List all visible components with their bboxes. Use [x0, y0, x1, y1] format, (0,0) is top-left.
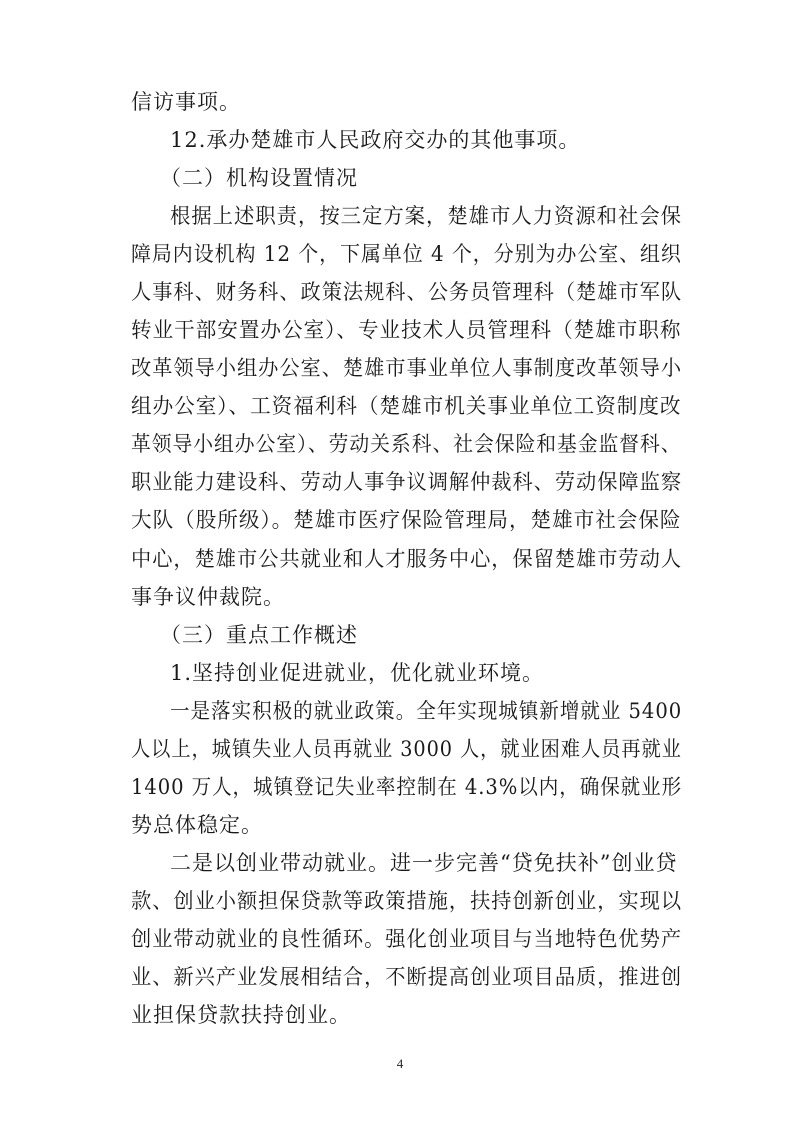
heading-text: （二）机构设置情况 [160, 166, 358, 190]
line-text: 大队（股所级）。楚雄市医疗保险管理局，楚雄市社会保险 [131, 508, 682, 532]
line-text: 改革领导小组办公室、楚雄市事业单位人事制度改革领导小 [131, 356, 683, 380]
line-text: 1400 万人，城镇登记失业率控制在 4.3%以内，确保就业形 [131, 775, 683, 799]
line-text: 二是以创业带动就业。进一步完善“贷免扶补”创业贷 [170, 851, 678, 875]
line-text: 12.承办楚雄市人民政府交办的其他事项。 [170, 128, 581, 152]
line-text: 革领导小组办公室）、劳动关系科、社会保险和基金监督科、 [131, 432, 682, 456]
line-text: 创业带动就业的良性循环。强化创业项目与当地特色优势产 [131, 927, 683, 951]
line-text: 中心，楚雄市公共就业和人才服务中心，保留楚雄市劳动人 [131, 547, 683, 571]
line-text: 职业能力建设科、劳动人事争议调解仲裁科、劳动保障监察 [131, 470, 683, 494]
page-number: 4 [396, 1056, 404, 1071]
line-text: 人事科、财务科、政策法规科、公务员管理科（楚雄市军队 [131, 280, 683, 304]
line-text: 根据上述职责，按三定方案，楚雄市人力资源和社会保 [170, 204, 683, 228]
line-text: 款、创业小额担保贷款等政策措施，扶持创新创业，实现以 [131, 889, 683, 913]
line-text: 业、新兴产业发展相结合，不断提高创业项目品质，推进创 [131, 965, 683, 989]
line-text: 势总体稳定。 [131, 813, 263, 837]
line-text: 事争议仲裁院。 [131, 585, 285, 609]
line-text: 组办公室）、工资福利科（楚雄市机关事业单位工资制度改 [131, 394, 682, 418]
line-text: 障局内设机构 12 个，下属单位 4 个，分别为办公室、组织 [131, 242, 682, 266]
line-text: 信访事项。 [131, 90, 241, 114]
line-text: 1.坚持创业促进就业，优化就业环境。 [170, 661, 545, 685]
line-text: 一是落实积极的就业政策。全年实现城镇新增就业 5400 [170, 699, 683, 723]
line-text: 业担保贷款扶持创业。 [131, 1003, 351, 1027]
line-text: 人以上，城镇失业人员再就业 3000 人，就业困难人员再就业 [131, 737, 682, 761]
line-text: 转业干部安置办公室）、专业技术人员管理科（楚雄市职称 [131, 318, 682, 342]
heading-text: （三）重点工作概述 [160, 623, 358, 647]
